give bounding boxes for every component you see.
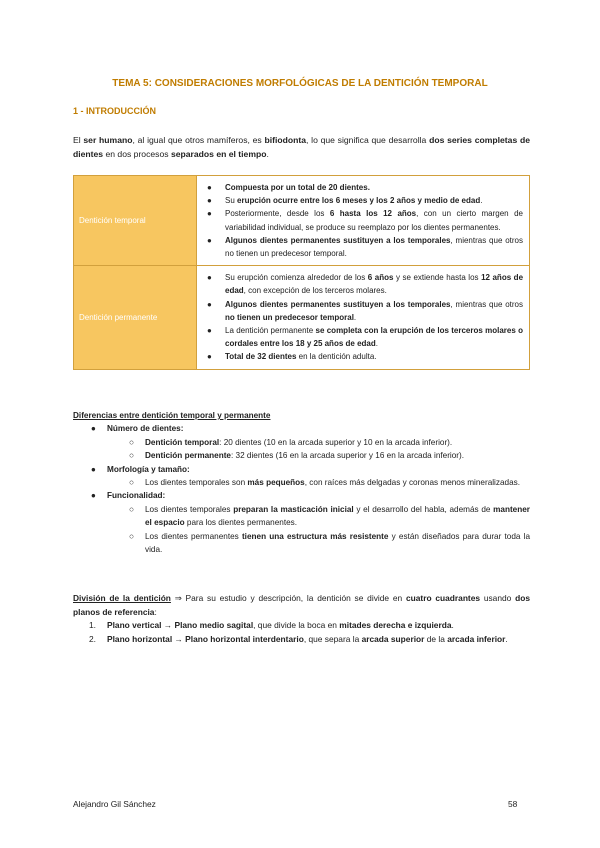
row-label-temporal: Dentición temporal: [74, 176, 197, 266]
row-label-permanent: Dentición permanente: [74, 266, 197, 369]
temporal-details: [197, 176, 530, 266]
list-item: ● Funcionalidad:: [91, 491, 166, 501]
permanent-details: [197, 266, 530, 369]
section-heading: 1 - INTRODUCCIÓN: [73, 106, 156, 116]
list-item: 1. Plano vertical → Plano medio sagital, que divide la boca en mitades derecha e izquierda.: [89, 620, 454, 631]
list-item: 2. Plano horizontal → Plano horizontal interdentario, que separa la arcada superior de la arcada inferior.: [89, 633, 508, 644]
list-item: ● Número de dientes:: [91, 424, 184, 434]
differences-section: [73, 409, 530, 556]
table-row-temporal: [74, 176, 530, 266]
list-item: ● Posteriormente, desde los 6 hasta los 12 años, con un cierto margen de variabilidad individual, se produce su reemplazo por los dientes permanentes.: [207, 209, 523, 232]
list-item: ● Su erupción comienza alrededor de los 6 años y se extiende hasta los 12 años de edad, con excepción de los terceros molares.: [207, 273, 524, 296]
list-item: ○ Dentición temporal: 20 dientes (10 en la arcada superior y 10 en la arcada inferior).: [129, 437, 453, 447]
list-item: ● La dentición permanente se completa con la erupción de los terceros molares o cordales entre los 18 y 25 años de edad.: [207, 326, 523, 349]
table-row-permanent: [74, 266, 530, 369]
footer-author: Alejandro Gil Sánchez: [73, 799, 156, 809]
list-item: ● Morfología y tamaño:: [91, 464, 190, 474]
list-item: ● Algunos dientes permanentes sustituyen a los temporales, mientras que otros no tienen un predecesor temporal.: [207, 235, 524, 259]
division-paragraph: División de la dentición ⇒ Para su estudio y descripción, la dentición se divide en cuatro cuadrantes usando dos planos de referencia:: [73, 593, 530, 617]
division-section: [73, 592, 530, 646]
list-item: ● Algunos dientes permanentes sustituyen a los temporales, mientras que otros no tienen un predecesor temporal.: [207, 299, 524, 322]
intro-paragraph: El ser humano, al igual que otros mamíferos, es bifiodonta, lo que significa que desarrolla dos series completas de dientes en dos procesos separados en el tiempo.: [73, 135, 530, 159]
list-item: ○ Los dientes temporales preparan la masticación inicial y el desarrollo del habla, además de mantener el espacio para los dientes permanentes.: [129, 504, 530, 528]
comparison-table: [73, 175, 530, 370]
list-item: ● Compuesta por un total de 20 dientes.: [207, 183, 370, 192]
list-item: ○ Los dientes permanentes tienen una estructura más resistente y están diseñados para durar toda la vida.: [129, 531, 531, 555]
list-item: ● Total de 32 dientes en la dentición adulta.: [207, 352, 377, 362]
list-item: ○ Dentición permanente: 32 dientes (16 en la arcada superior y 16 en la arcada inferior).: [129, 451, 465, 461]
page-number: 58: [508, 799, 518, 809]
list-item: ● Su erupción ocurre entre los 6 meses y los 2 años y medio de edad.: [207, 196, 483, 206]
list-item: ○ Los dientes temporales son más pequeños, con raíces más delgadas y coronas menos mineralizadas.: [129, 478, 521, 488]
differences-heading: Diferencias entre dentición temporal y permanente: [73, 411, 271, 420]
page-title: TEMA 5: CONSIDERACIONES MORFOLÓGICAS DE LA DENTICIÓN TEMPORAL: [112, 78, 488, 89]
